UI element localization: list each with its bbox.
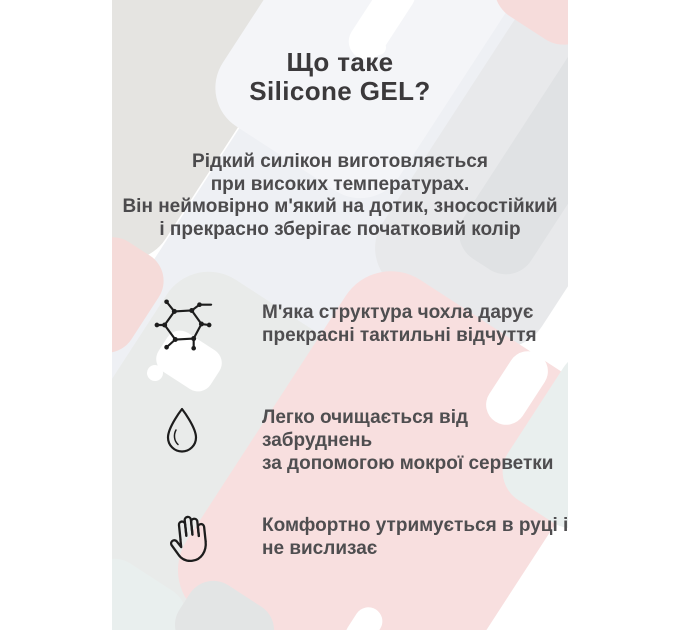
intro-line: Він неймовірно м'який на дотик, зносостійкий [122, 196, 558, 217]
water-drop-icon [165, 407, 199, 453]
title-line1: Що таке [286, 47, 394, 77]
molecule-icon [154, 296, 214, 354]
feature-line: Комфортно утримується в руці і [262, 515, 569, 536]
intro-paragraph [0, 151, 680, 241]
feature-line: за допомогою мокрої серветки [262, 453, 554, 474]
feature-line: не вислизає [262, 538, 378, 559]
hand-icon [166, 512, 212, 566]
feature-line: прекрасні тактильні відчуття [262, 325, 537, 346]
intro-line: і прекрасно зберігає початковий колір [159, 218, 521, 240]
intro-line: при високих температурах. [210, 173, 470, 195]
page-title [0, 48, 680, 106]
feature-line: М'яка структура чохла дарує [262, 302, 534, 323]
feature-text-soft-structure [262, 301, 582, 347]
feature-line: Легко очищається від забруднень [262, 407, 469, 451]
intro-line: Рідкий силікон виготовляється [192, 151, 488, 172]
feature-text-comfort-grip [262, 514, 582, 560]
feature-text-easy-clean [262, 406, 582, 475]
title-line2: Silicone GEL? [249, 76, 431, 106]
